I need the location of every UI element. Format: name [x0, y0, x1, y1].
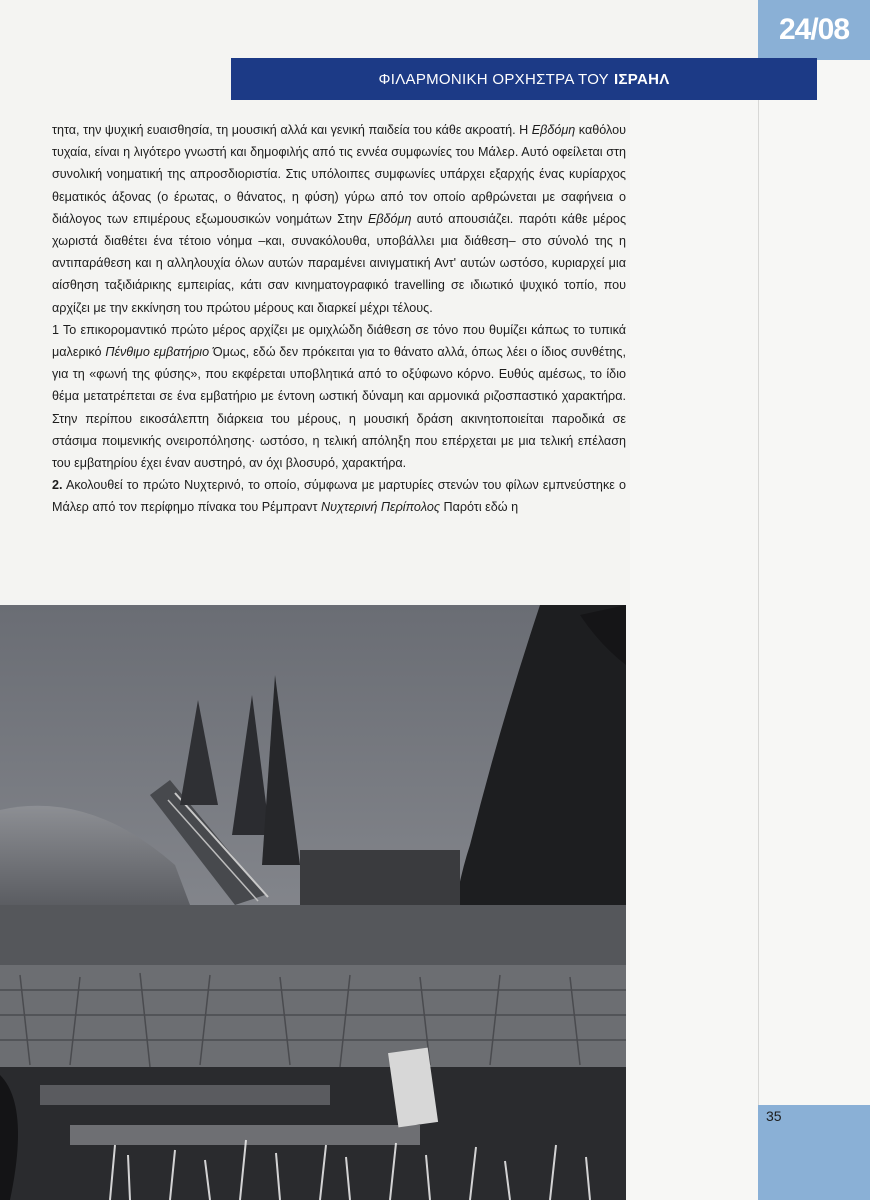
text-run: 1 Το επικορομαντικό πρώτο μέρος αρχίζει με ομιχλώδη διάθεση σε τόνο που θυμίζει κάπως το τυπικά μαλερικό	[52, 322, 626, 360]
body-paragraph	[52, 319, 626, 474]
text-run: αυτό απουσιάζει. παρότι κάθε μέρος χωριστά διαθέτει ένα τέτοιο νόημα –και, συνακόλουθα, υποβάλλει μια διάθεση– στο σύνολό της η αντιπαράθεση και η αλληλουχία όλων αυτών παραμένει αινιγματική Αντ' αυτών ωστόσο, κυριαρχεί μια αίσθηση ταξιδιάρικης εμπειρίας, κάτι σαν κινηματογραφικό travelling σε ιδιωτικό ψυχικό τοπίο, που αρχίζει με την εκκίνηση του πρώτου μέρους και διαρκεί μέχρι τέλους.	[52, 211, 627, 315]
section-number: 2.	[52, 478, 63, 493]
italic-title: Νυχτερινή Περίπολος	[320, 500, 440, 515]
page-number: 35	[766, 1108, 782, 1124]
text-run: καθόλου τυχαία, είναι η λιγότερο γνωστή και δημοφιλής από τις εννέα συμφωνίες του Μάλερ. Αυτό οφείλεται στη συνολική νοηματική της απροσδιοριστία. Στις υπόλοιπες συμφωνίες υπάρχει εξαρχής ένας κυρίαρχος θεματικός άξονας (ο έρωτας, ο θάνατος, η φύση) γύρω από τον οποίο αρθρώνεται με σαφήνεια ο διάλογος των επιμέρους εξωμουσικών νοημάτων Στην	[52, 123, 626, 226]
body-paragraph	[52, 119, 626, 319]
italic-title: Πένθιμο εμβατήριο	[105, 345, 210, 360]
article-body	[52, 119, 626, 519]
body-paragraph	[52, 474, 626, 518]
photo-fountain-garden	[0, 605, 626, 1200]
text-run: Ακολουθεί το πρώτο Νυχτερινό, το οποίο, σύμφωνα με μαρτυρίες στενών του φίλων εμπνεύστηκε ο Μάλερ από τον περίφημο πίνακα του Ρέμπραντ	[52, 478, 626, 515]
text-run: Όμως, εδώ δεν πρόκειται για το θάνατο αλλά, όπως λέει ο ίδιος συνθέτης, για τη «φωνή της φύσης», που εκφέρεται υποβλητικά από το οξύφωνο κόρνο. Ευθύς αμέσως, το ίδιο θέμα μετατρέπεται σε ένα εμβατήριο με έντονη ωστική δύναμη και αρμονικά ριζοσπαστικό χαρακτήρα. Στην περίπου εικοσάλεπτη διάρκεια του μέρους, η μουσική δράση ακινητοποιείται παροδικά σε στάσιμα ποιμενικής ονειροπόλησης· ωστόσο, η τελική απόληξη που επέρχεται με μια τελική επέλαση του εμβατηρίου έχει έναν αυστηρό, αν όχι βλοσυρό, χαρακτήρα.	[52, 345, 626, 471]
issue-number: 24/08	[778, 13, 850, 46]
section-header-bar	[231, 58, 817, 100]
italic-title: Εβδόμη	[531, 123, 576, 137]
text-run: Παρότι εδώ η	[440, 500, 519, 515]
header-title-strong: ΙΣΡΑΗΛ	[614, 70, 670, 88]
text-run: τητα, την ψυχική ευαισθησία, τη μουσική αλλά και γενική παιδεία του κάθε ακροατή. Η	[52, 123, 532, 137]
issue-number-badge	[758, 0, 870, 60]
right-margin-strip	[630, 60, 870, 1200]
italic-title: Εβδόμη	[367, 211, 412, 226]
page-edge-line	[758, 0, 759, 1200]
header-title-prefix: ΦΙΛΑΡΜΟΝΙΚΗ ΟΡΧΗΣΤΡΑ ΤΟΥ	[378, 70, 609, 88]
page-number-box	[758, 1105, 870, 1200]
